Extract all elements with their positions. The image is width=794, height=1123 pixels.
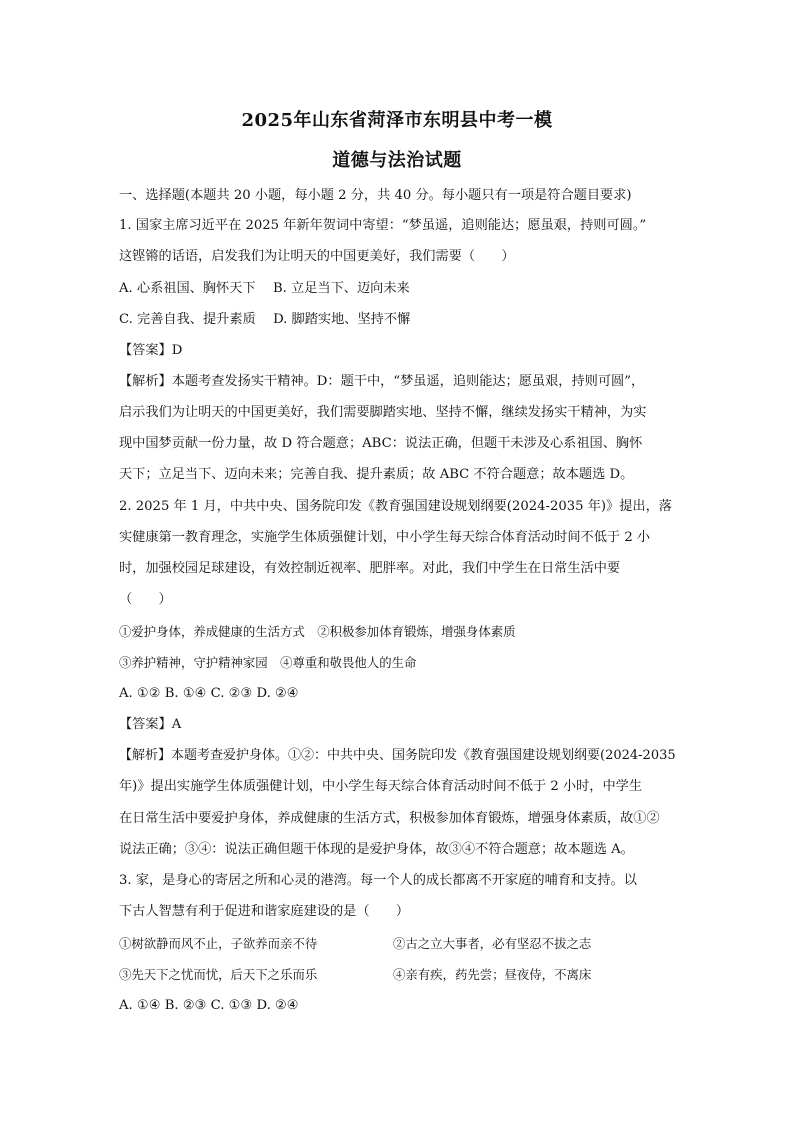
q3-item-2: ②古之立大事者，必有坚忍不拔之志 [393, 936, 592, 951]
q1-answer: 【答案】D [119, 343, 183, 358]
q2-options: A. ①② B. ①④ C. ②③ D. ②④ [119, 686, 299, 701]
q1-explanation-line-3: 现中国梦贡献一份力量，故 D 符合题意；ABC：说法正确，但题干未涉及心系祖国、胸怀 [119, 436, 643, 451]
exam-title: 2025年山东省菏泽市东明县中考一模 [241, 110, 553, 131]
q1-options-cd: C. 完善自我、提升素质 D. 脚踏实地、坚持不懈 [119, 312, 411, 327]
q3-item-1: ①树欲静而风不止，子欲养而亲不待 [119, 936, 318, 951]
q2-stem-line-1: 2. 2025 年 1 月，中共中央、国务院印发《教育强国建设规划纲要(2024-2035 年)》提出，落 [119, 499, 672, 514]
q3-options: A. ①④ B. ②③ C. ①③ D. ②④ [119, 998, 299, 1013]
q2-explanation-line-4: 说法正确；③④：说法正确但题干体现的是爱护身体，故③④不符合题意；故本题选 A。 [119, 842, 634, 857]
q2-explanation-line-3: 在日常生活中要爱护身体，养成健康的生活方式，积极参加体育锻炼，增强身体素质，故①② [119, 811, 660, 826]
q2-answer: 【答案】A [119, 717, 182, 732]
q1-stem-line-1: 1. 国家主席习近平在 2025 年新年贺词中寄望：“梦虽遥，追则能达；愿虽艰，持则可圆。” [119, 218, 647, 233]
q2-items-3-4: ③养护精神，守护精神家园 ④尊重和敬畏他人的生命 [119, 655, 417, 670]
q2-stem-line-4: （ ） [119, 592, 172, 607]
q1-explanation-line-1: 【解析】本题考查发扬实干精神。D：题干中，“梦虽遥，追则能达；愿虽艰，持则可圆”， [119, 374, 645, 389]
q3-stem-line-1: 3. 家，是身心的寄居之所和心灵的港湾。每一个人的成长都离不开家庭的哺育和支持。以 [119, 873, 637, 888]
q2-stem-line-2: 实健康第一教育理念，实施学生体质强健计划，中小学生每天综合体育活动时间不低于 2 小 [119, 530, 651, 545]
q1-explanation-line-2: 启示我们为让明天的中国更美好，我们需要脚踏实地、坚持不懈，继续发扬实干精神，为实 [119, 405, 647, 420]
q1-options-ab: A. 心系祖国、胸怀天下 B. 立足当下、迈向未来 [119, 281, 410, 296]
q1-stem-line-2: 这铿锵的话语，启发我们为让明天的中国更美好，我们需要（ ） [119, 249, 515, 264]
exam-subtitle: 道德与法治试题 [332, 150, 462, 171]
q2-items-1-2: ①爱护身体，养成健康的生活方式 ②积极参加体育锻炼，增强身体素质 [119, 624, 516, 639]
q1-explanation-line-4: 天下；立足当下、迈向未来；完善自我、提升素质；故 ABC 不符合题意；故本题选 D。 [119, 467, 634, 482]
q3-stem-line-2: 下古人智慧有利于促进和谐家庭建设的是（ ） [119, 904, 410, 919]
q2-explanation-line-2: 年)》提出实施学生体质强健计划，中小学生每天综合体育活动时间不低于 2 小时，中学生 [119, 779, 643, 794]
q3-item-4: ④亲有疾，药先尝；昼夜侍，不离床 [393, 967, 592, 982]
section-heading: 一、选择题(本题共 20 小题，每小题 2 分，共 40 分。每小题只有一项是符合题目要求) [119, 188, 632, 203]
q3-item-3: ③先天下之忧而忧，后天下之乐而乐 [119, 967, 318, 982]
q2-stem-line-3: 时，加强校园足球建设，有效控制近视率、肥胖率。对此，我们中学生在日常生活中要 [119, 561, 621, 576]
q2-explanation-line-1: 【解析】本题考查爱护身体。①②：中共中央、国务院印发《教育强国建设规划纲要(2024-2035 [119, 748, 676, 763]
